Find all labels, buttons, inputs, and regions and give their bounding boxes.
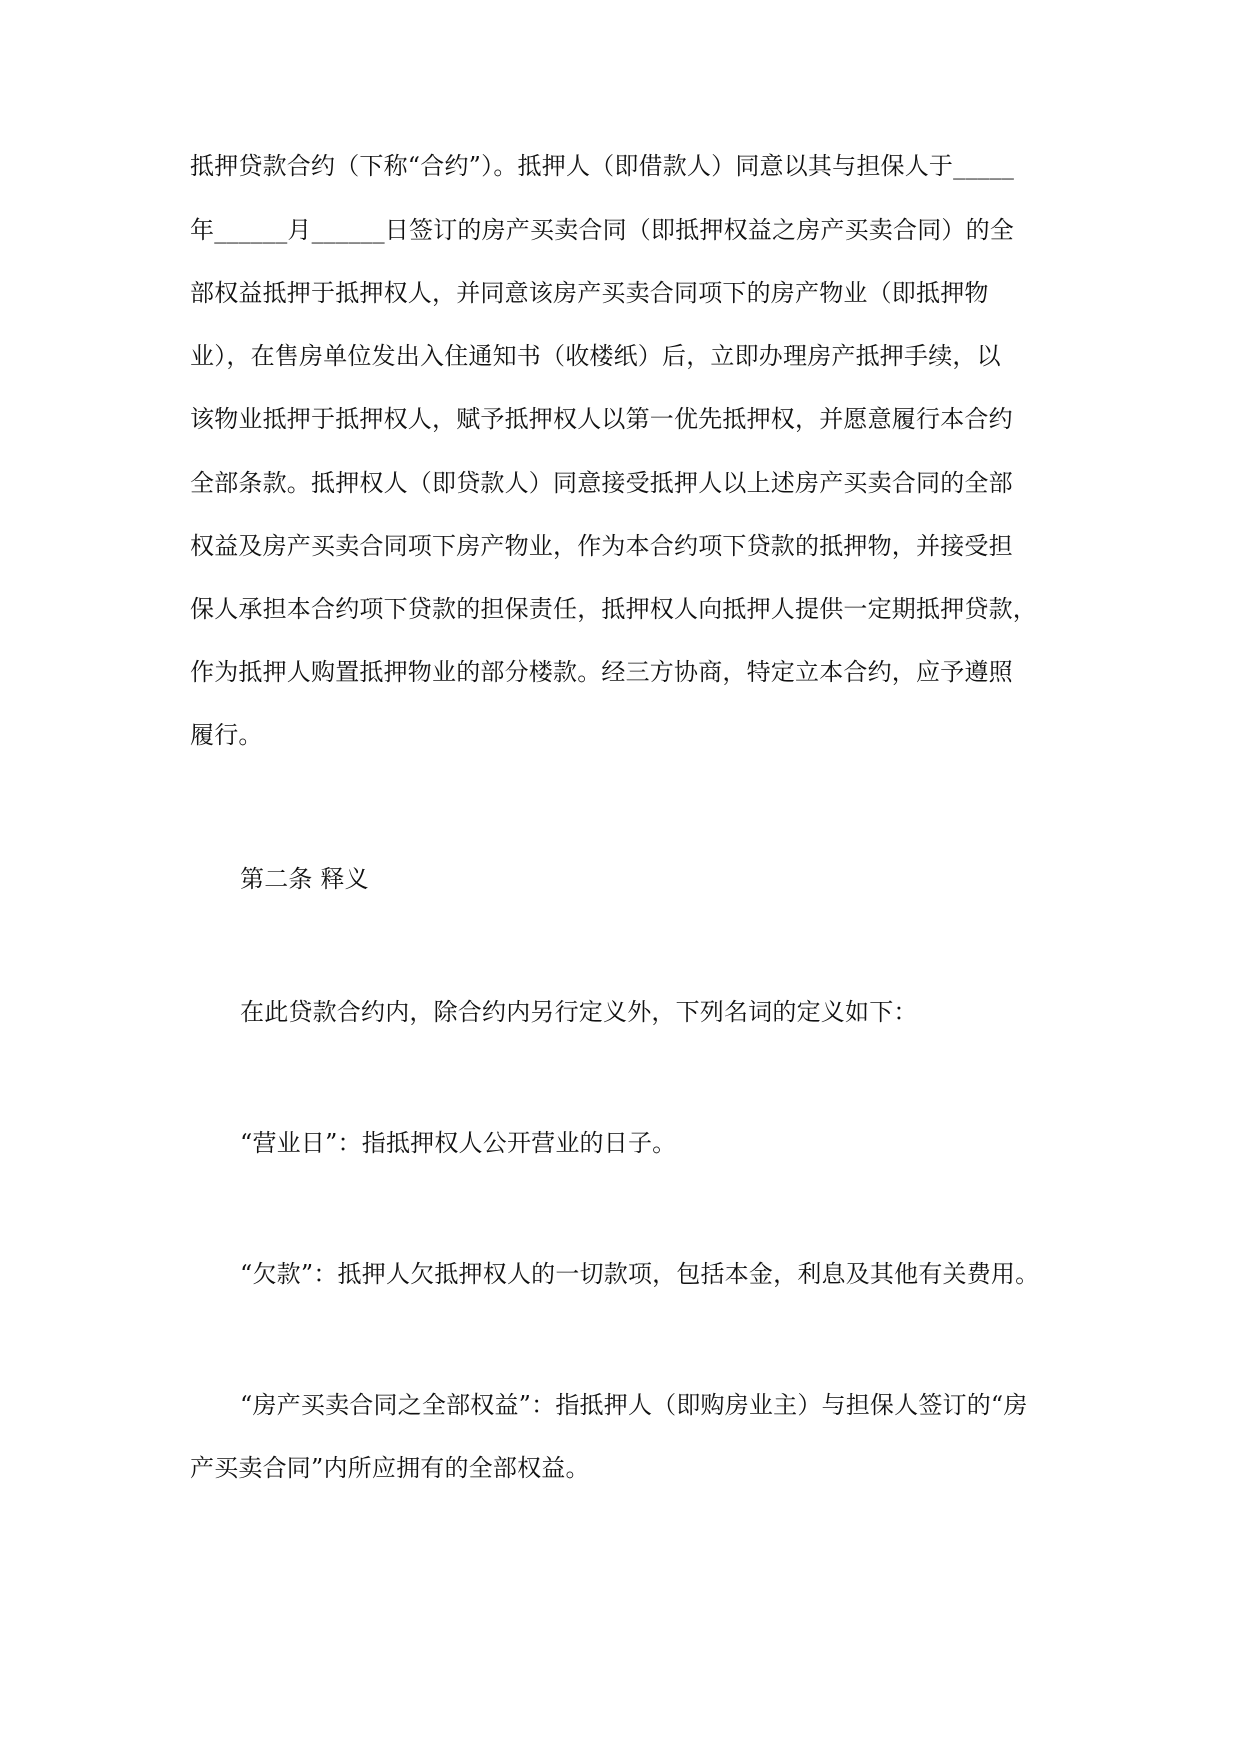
paragraph1-line-5: 该物业抵押于抵押权人，赋予抵押权人以第一优先抵押权，并愿意履行本合约	[190, 405, 1013, 433]
article2-heading: 第二条 释义	[240, 865, 369, 893]
definition-rights-line-2: 产买卖合同”内所应拥有的全部权益。	[190, 1454, 590, 1482]
paragraph1-line-3: 部权益抵押于抵押权人，并同意该房产买卖合同项下的房产物业（即抵押物	[190, 279, 989, 307]
definition-arrears: “欠款”：抵押人欠抵押权人的一切款项，包括本金，利息及其他有关费用。	[240, 1260, 1040, 1288]
paragraph1-line-7: 权益及房产买卖合同项下房产物业，作为本合约项下贷款的抵押物，并接受担	[190, 532, 1013, 560]
paragraph1-line-2: 年______月______日签订的房产买卖合同（即抵押权益之房产买卖合同）的全	[190, 216, 1014, 244]
paragraph1-line-10: 履行。	[190, 721, 263, 749]
paragraph1-line-8: 保人承担本合约项下贷款的担保责任，抵押权人向抵押人提供一定期抵押贷款，	[190, 595, 1037, 623]
definitions-intro: 在此贷款合约内，除合约内另行定义外，下列名词的定义如下：	[240, 998, 918, 1026]
paragraph1-line-1: 抵押贷款合约（下称“合约”）。抵押人（即借款人）同意以其与担保人于_____	[190, 152, 1015, 180]
definition-business-day: “营业日”：指抵押权人公开营业的日子。	[240, 1129, 677, 1157]
definition-rights-line-1: “房产买卖合同之全部权益”：指抵押人（即购房业主）与担保人签订的“房	[240, 1391, 1028, 1419]
paragraph1-line-6: 全部条款。抵押权人（即贷款人）同意接受抵押人以上述房产买卖合同的全部	[190, 469, 1013, 497]
paragraph1-line-4: 业），在售房单位发出入住通知书（收楼纸）后，立即办理房产抵押手续，以	[190, 342, 1001, 370]
paragraph1-line-9: 作为抵押人购置抵押物业的部分楼款。经三方协商，特定立本合约，应予遵照	[190, 658, 1013, 686]
